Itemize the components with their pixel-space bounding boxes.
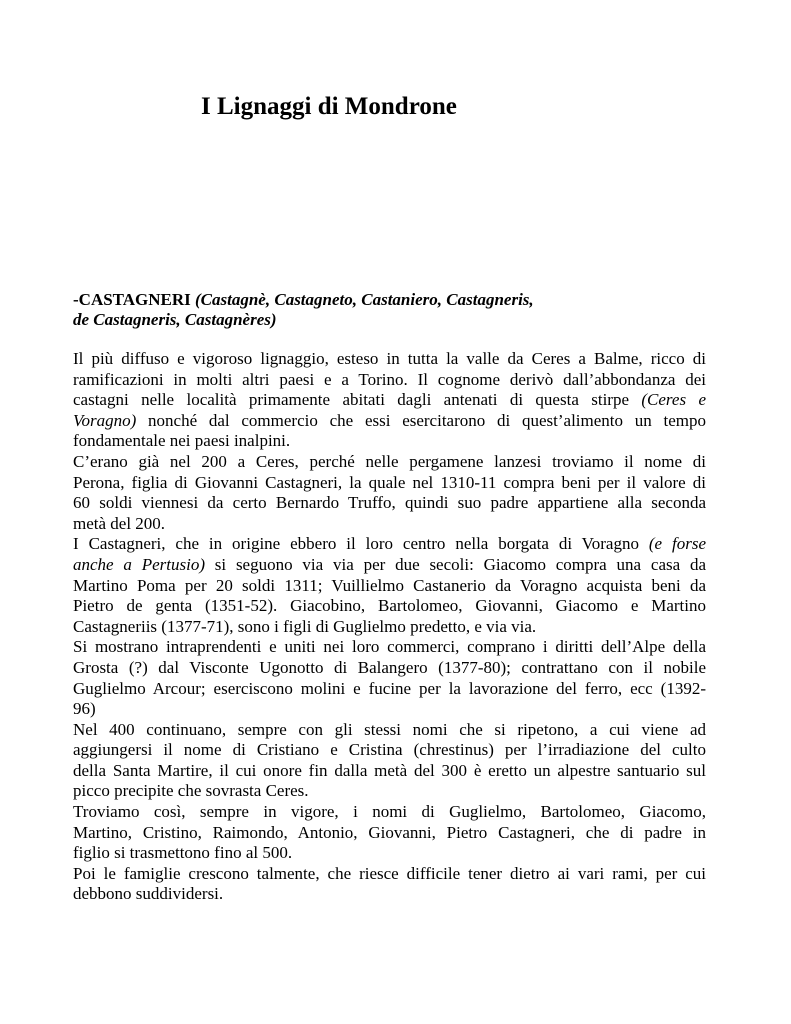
text-line: [73, 637, 706, 658]
text-line: [73, 617, 706, 638]
text-run: figlio si trasmettono fino al 500.: [73, 843, 293, 863]
italic-text: anche a Pertusio): [73, 554, 205, 574]
text-line: [73, 411, 706, 432]
text-run: Guglielmo Arcour; eserciscono molini e fucine per la lavorazione del ferro, ecc (1392-: [73, 678, 706, 698]
paragraph: [73, 637, 706, 719]
text-run: castagni nelle località primamente abitati dagli antenati di questa stirpe: [73, 390, 642, 410]
text-run: Il più diffuso e vigoroso lignaggio, esteso in tutta la valle da Ceres a Balme, ricco di: [73, 349, 706, 368]
text-run: C’erano già nel 200 a Ceres, perché nelle pergamene lanzesi troviamo il nome di: [73, 451, 706, 471]
paragraph: [73, 864, 706, 905]
text-run: si seguono via via per due secoli: Giacomo compra una casa da: [204, 554, 707, 574]
text-run: Troviamo così, sempre in vigore, i nomi di Guglielmo, Bartolomeo, Giacomo,: [73, 802, 706, 822]
text-line: [73, 576, 706, 597]
lineage-heading: [73, 290, 713, 330]
italic-text: Voragno): [73, 410, 137, 430]
lineage-variants-line-1: (Castagnè, Castagneto, Castaniero, Castagneris,: [195, 290, 534, 309]
text-run: 96): [73, 699, 96, 719]
page-title: I Lignaggi di Mondrone: [201, 93, 457, 120]
paragraph: [73, 720, 706, 802]
paragraph: [73, 452, 706, 534]
text-line: [73, 534, 706, 555]
text-run: ramificazioni in molti altri paesi e a Torino. Il cognome derivò dall’abbondanza dei: [73, 369, 706, 389]
text-line: [73, 370, 706, 391]
text-line: [73, 514, 706, 535]
text-run: debbono suddividersi.: [73, 884, 224, 904]
text-run: Pietro de genta (1351-52). Giacobino, Bartolomeo, Giovanni, Giacomo e Martino: [73, 596, 706, 616]
text-run: Martino, Cristino, Raimondo, Antonio, Giovanni, Pietro Castagneri, che di padre in: [73, 822, 706, 842]
text-line: [73, 596, 706, 617]
text-line: [73, 740, 706, 761]
text-line: [73, 431, 706, 452]
text-run: fondamentale nei paesi inalpini.: [73, 431, 291, 451]
text-run: Grosta (?) dal Visconte Ugonotto di Balangero (1377-80); contrattano con il nobile: [73, 657, 706, 677]
lineage-name: -CASTAGNERI: [73, 290, 191, 309]
paragraph: [73, 349, 706, 452]
text-run: Martino Poma per 20 soldi 1311; Vuillielmo Castanerio da Voragno acquista beni da: [73, 575, 706, 595]
lineage-variants-line-2: de Castagneris, Castagnères): [73, 310, 277, 329]
text-line: [73, 658, 706, 679]
text-line: [73, 761, 706, 782]
text-run: I Castagneri, che in origine ebbero il loro centro nella borgata di Voragno: [73, 534, 649, 554]
text-line: [73, 843, 706, 864]
text-line: [73, 823, 706, 844]
text-line: [73, 473, 706, 494]
text-run: Poi le famiglie crescono talmente, che riesce difficile tener dietro ai vari rami, per cui: [73, 863, 706, 883]
text-run: Perona, figlia di Giovanni Castagneri, la quale nel 1310-11 compra beni per il valore di: [73, 472, 706, 492]
text-run: aggiungersi il nome di Cristiano e Cristina (chrestinus) per l’irradiazione del culto: [73, 740, 706, 760]
text-run: metà del 200.: [73, 513, 166, 533]
italic-text: (e forse: [648, 534, 706, 554]
text-run: Nel 400 continuano, sempre con gli stessi nomi che si ripetono, a cui viene ad: [73, 719, 706, 739]
text-line: [73, 884, 706, 905]
text-line: [73, 864, 706, 885]
text-run: nonché dal commercio che essi esercitarono di quest’alimento un tempo: [136, 410, 706, 430]
text-run: della Santa Martire, il cui onore fin dalla metà del 300 è eretto un alpestre santuario sul: [73, 760, 706, 780]
text-line: [73, 452, 706, 473]
text-line: [73, 720, 706, 741]
text-run: Si mostrano intraprendenti e uniti nei loro commerci, comprano i diritti dell’Alpe della: [73, 637, 706, 657]
italic-text: (Ceres e: [641, 390, 706, 410]
text-run: 60 soldi viennesi da certo Bernardo Truffo, quindi suo padre appartiene alla seconda: [73, 493, 706, 513]
text-line: [73, 699, 706, 720]
text-line: [73, 679, 706, 700]
paragraph: [73, 534, 706, 637]
text-line: [73, 555, 706, 576]
body-text: [73, 349, 706, 905]
text-line: [73, 493, 706, 514]
text-line: [73, 781, 706, 802]
text-line: [73, 349, 706, 370]
text-line: [73, 390, 706, 411]
text-run: Castagneriis (1377-71), sono i figli di Guglielmo predetto, e via via.: [73, 616, 537, 636]
text-run: picco precipite che sovrasta Ceres.: [73, 781, 309, 801]
text-line: [73, 802, 706, 823]
paragraph: [73, 802, 706, 864]
